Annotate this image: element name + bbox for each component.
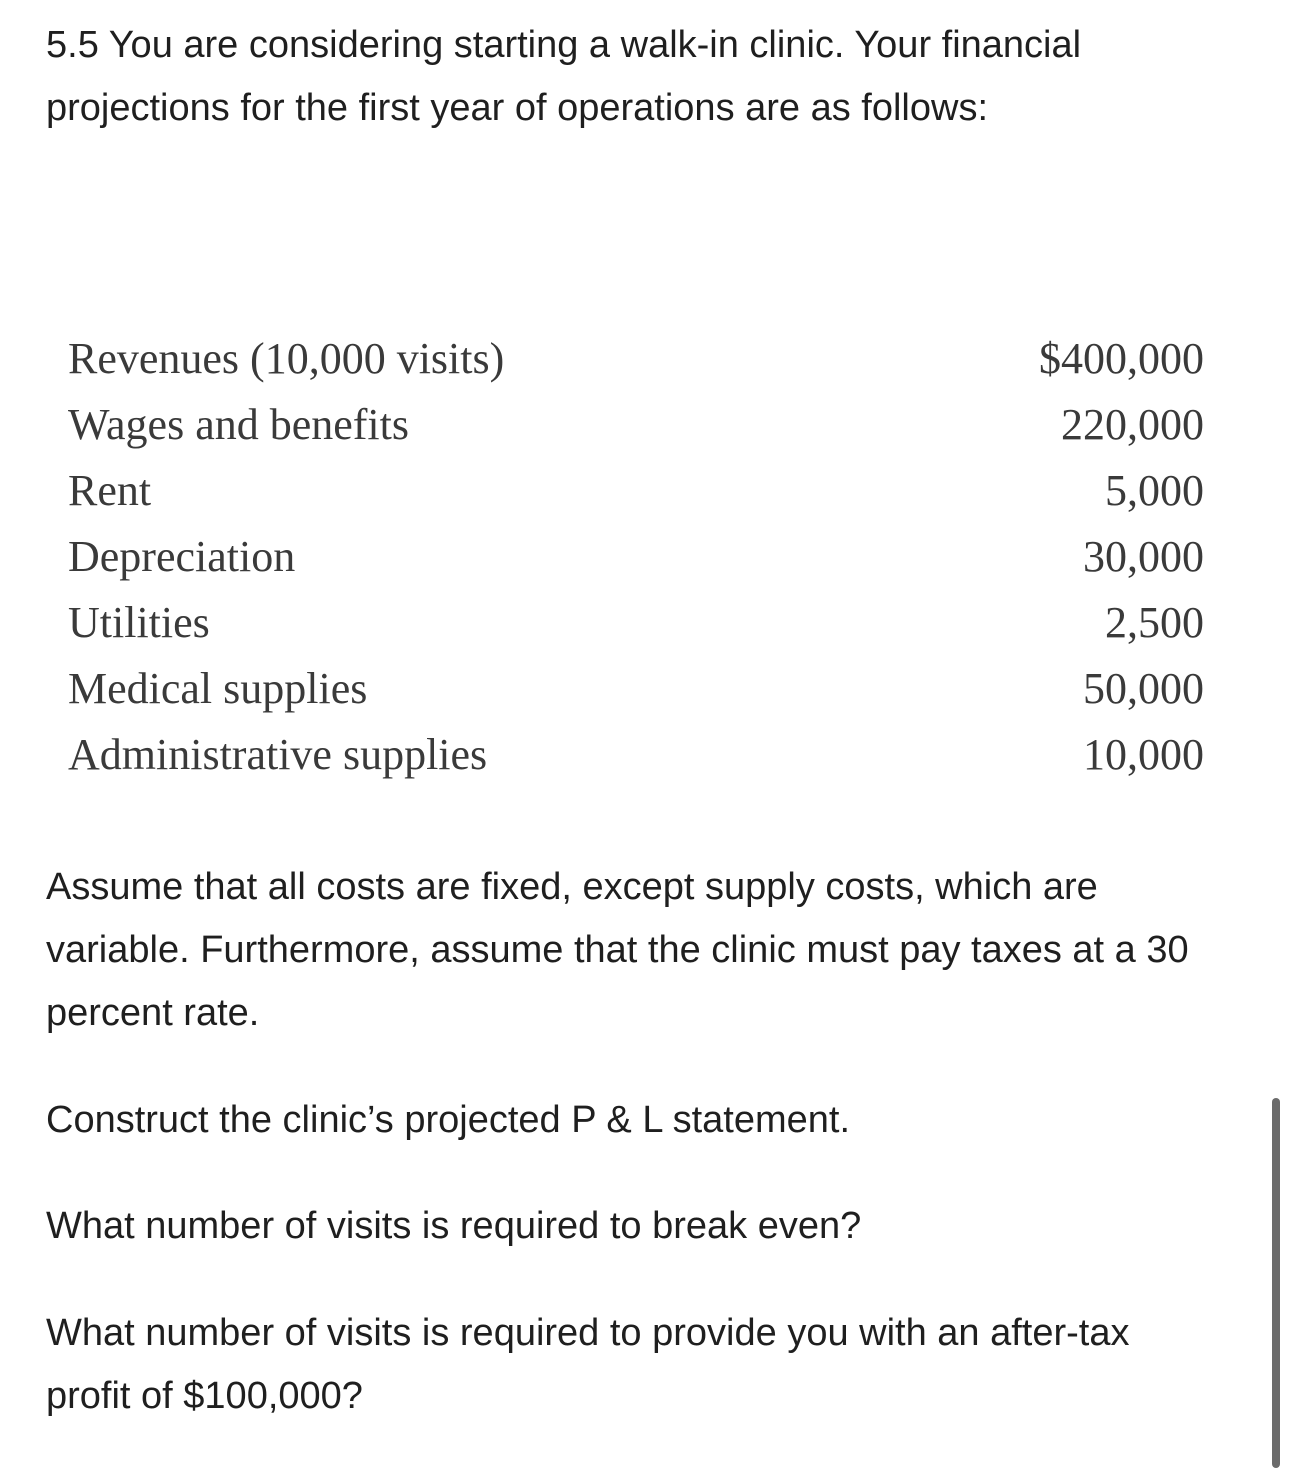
row-value: 50,000 — [1083, 664, 1204, 713]
row-label: Rent — [68, 466, 152, 515]
row-value: $400,000 — [1039, 334, 1204, 383]
question-break-even: What number of visits is required to break even? — [46, 1205, 862, 1247]
table-row — [68, 590, 1204, 656]
row-value: 220,000 — [1061, 400, 1204, 449]
row-label: Revenues (10,000 visits) — [68, 334, 505, 383]
vertical-scrollbar[interactable] — [1272, 1098, 1280, 1468]
table-row — [68, 722, 1204, 788]
table-row — [68, 524, 1204, 590]
row-value: 5,000 — [1105, 466, 1204, 515]
row-label: Medical supplies — [68, 664, 368, 713]
question-pl-statement: Construct the clinic’s projected P & L statement. — [46, 1099, 851, 1141]
row-value: 30,000 — [1083, 532, 1204, 581]
row-label: Administrative supplies — [68, 730, 488, 779]
row-label: Utilities — [68, 598, 210, 647]
table-row — [68, 326, 1204, 392]
question-target-profit: What number of visits is required to provide you with an after-tax profit of $100,000? — [46, 1312, 1130, 1417]
assumption-paragraph: Assume that all costs are fixed, except supply costs, which are variable. Furthermore, assume that the clinic must pay taxes at a 30 percent rate. — [46, 866, 1189, 1034]
row-value: 10,000 — [1083, 730, 1204, 779]
table-row — [68, 458, 1204, 524]
intro-paragraph: 5.5 You are considering starting a walk-in clinic. Your financial projections for the first year of operations are as follows: — [46, 24, 1082, 129]
row-label: Depreciation — [68, 532, 296, 581]
table-row — [68, 392, 1204, 458]
row-label: Wages and benefits — [68, 400, 409, 449]
table-row — [68, 656, 1204, 722]
row-value: 2,500 — [1105, 598, 1204, 647]
financial-projections-table — [68, 326, 1204, 788]
